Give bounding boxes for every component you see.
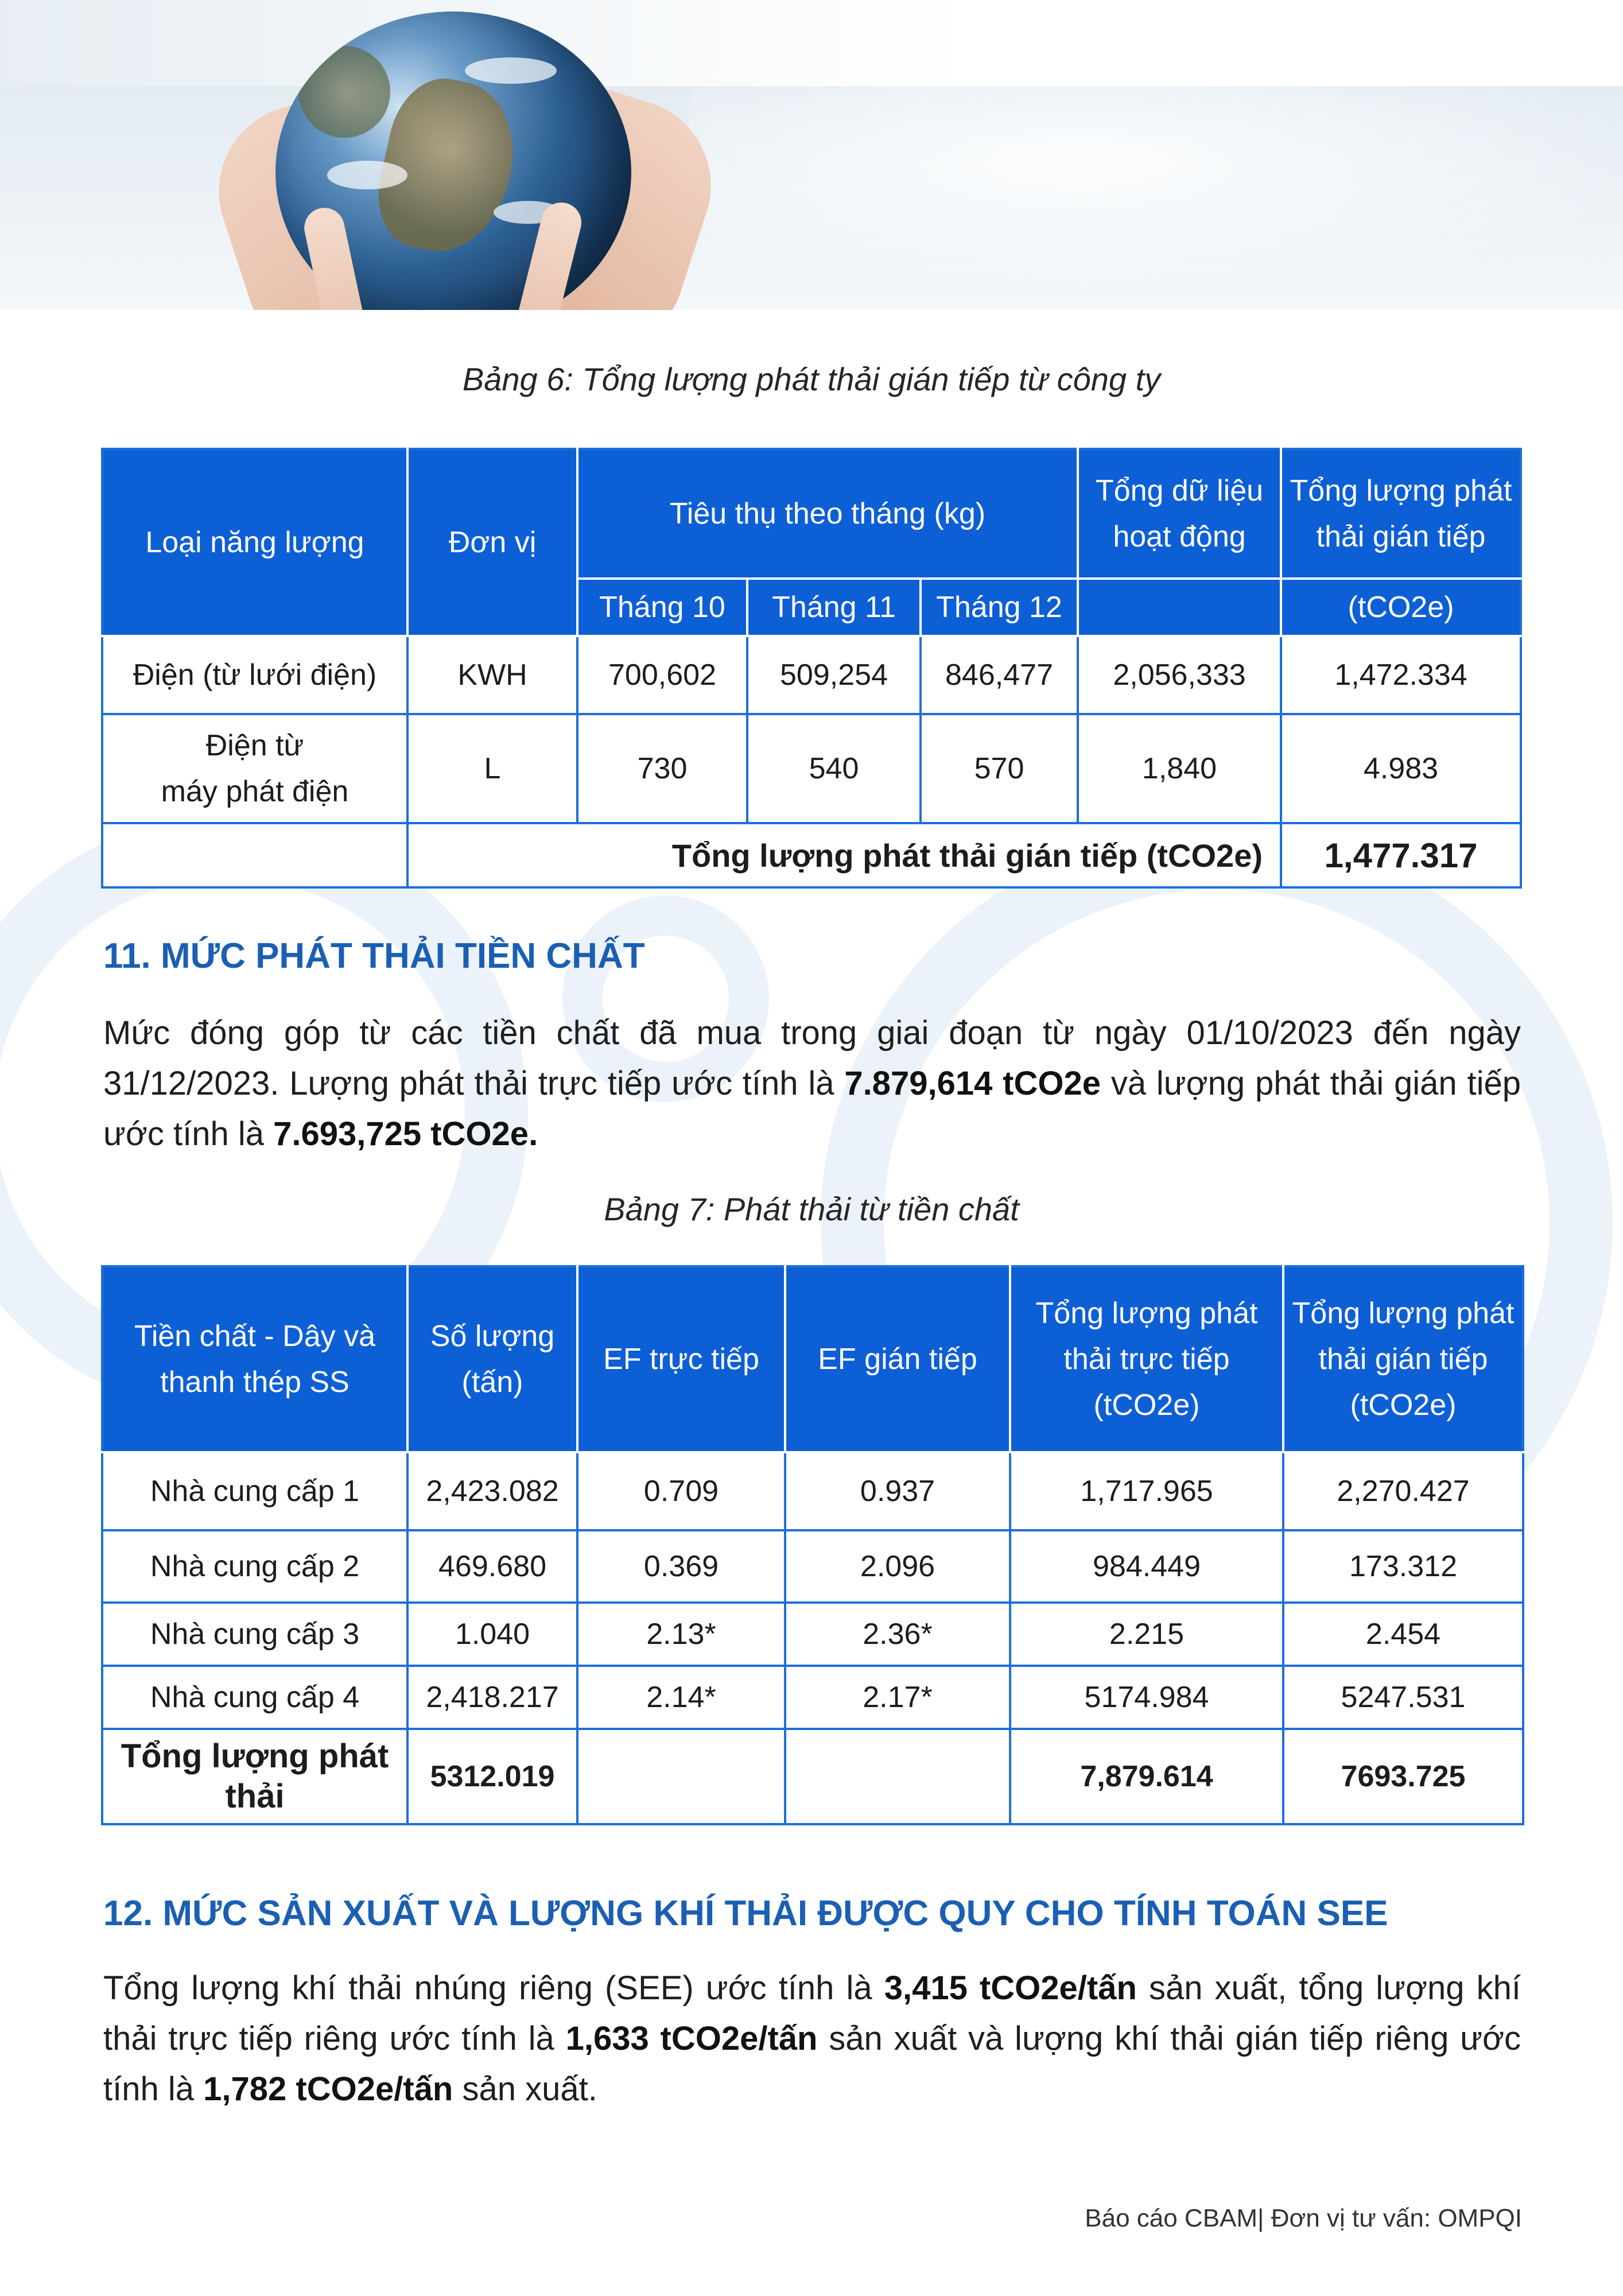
para-text: sản xuất. [453, 2070, 597, 2108]
cell-quantity: 2,423.082 [407, 1452, 577, 1530]
para-bold: 7.879,614 tCO2e [844, 1065, 1101, 1102]
cell-ef-indirect: 0.937 [785, 1452, 1010, 1530]
cell-total-direct: 1,717.965 [1010, 1452, 1283, 1530]
para-bold: 1,633 tCO2e/tấn [565, 2020, 818, 2057]
header-ef-direct: EF trực tiếp [577, 1266, 785, 1452]
cell-ef-indirect: 2.36* [785, 1603, 1010, 1666]
cell-total-indirect: 2.454 [1283, 1603, 1523, 1666]
table-total-row [102, 823, 1521, 887]
page-footer: Báo cáo CBAM| Đơn vị tư vấn: OMPQI [1085, 2204, 1522, 2232]
cell-unit: L [407, 714, 577, 823]
table-row [102, 1530, 1523, 1603]
total-indirect-label: Tổng lượng phát thải gián tiếp (tCO2e) [407, 823, 1281, 887]
energy-type-line1: Điện từ [205, 729, 304, 762]
cell-total-indirect: 1,472.334 [1281, 636, 1521, 714]
cell-month-10: 730 [577, 714, 747, 823]
cell-total-direct: 5174.984 [1010, 1666, 1283, 1729]
header-total-activity: Tổng dữ liệu hoạt động [1078, 449, 1281, 579]
cell-month-11: 540 [747, 714, 921, 823]
header-total-indirect [1283, 1266, 1523, 1452]
cell-total-indirect: 173.312 [1283, 1530, 1523, 1603]
header-total-indirect-label: Tổng lượng phát thải gián tiếp [1292, 1297, 1515, 1376]
table-row [102, 714, 1521, 823]
cell-ef-indirect: 2.17* [785, 1666, 1010, 1729]
globe-in-hands-illustration [207, 34, 700, 310]
table-row [102, 1666, 1523, 1729]
cell-month-12: 570 [921, 714, 1078, 823]
cell-empty [577, 1729, 785, 1824]
cell-total-indirect: 2,270.427 [1283, 1452, 1523, 1530]
cell-quantity: 1.040 [407, 1603, 577, 1666]
table7-caption: Bảng 7: Phát thải từ tiền chất [604, 1191, 1019, 1227]
cell-total-direct: 2.215 [1010, 1603, 1283, 1666]
cell-energy-type [102, 714, 407, 823]
total-label: Tổng lượng phát thải [102, 1729, 407, 1824]
cell-supplier: Nhà cung cấp 2 [102, 1530, 407, 1603]
header-banner-image [0, 0, 1623, 310]
table-row [102, 1452, 1523, 1530]
section-11-paragraph [103, 1008, 1521, 1159]
cell-month-10: 700,602 [577, 636, 747, 714]
cell-supplier: Nhà cung cấp 1 [102, 1452, 407, 1530]
table-total-row [102, 1729, 1523, 1824]
cell-total-indirect: 5247.531 [1283, 1666, 1523, 1729]
para-text: sản xuất và lượng khí thải gián tiếp riêng ước tính là [103, 2020, 1521, 2108]
header-monthly-consumption: Tiêu thụ theo tháng (kg) [577, 449, 1078, 579]
total-indirect: 7693.725 [1283, 1729, 1523, 1824]
cell-energy-type: Điện (từ lưới điện) [102, 636, 407, 714]
header-month-12: Tháng 12 [921, 579, 1078, 636]
cell-ef-indirect: 2.096 [785, 1530, 1010, 1603]
energy-type-line2: máy phát điện [161, 775, 349, 808]
cell-ef-direct: 2.14* [577, 1666, 785, 1729]
cell-ef-direct: 0.709 [577, 1452, 785, 1530]
cell-month-11: 509,254 [747, 636, 921, 714]
header-total-indirect: Tổng lượng phát thải gián tiếp [1281, 449, 1521, 579]
para-text: Mức đóng góp từ các tiền chất đã mua trong giai đoạn từ ngày 01/10/2023 đến ngày 31/12/2023. Lượng phát thải trực tiếp ước tính là [103, 1014, 1521, 1102]
cell-total-direct: 984.449 [1010, 1530, 1283, 1603]
cell-supplier: Nhà cung cấp 3 [102, 1603, 407, 1666]
para-bold: 3,415 tCO2e/tấn [884, 1969, 1137, 2007]
header-precursor: Tiền chất - Dây và thanh thép SS [102, 1266, 407, 1452]
header-energy-type: Loại năng lượng [102, 449, 407, 636]
para-text: và lượng phát thải gián tiếp ước tính là [103, 1065, 1521, 1153]
cell-supplier: Nhà cung cấp 4 [102, 1666, 407, 1729]
cell-total-activity: 1,840 [1078, 714, 1281, 823]
header-ef-indirect: EF gián tiếp [785, 1266, 1010, 1452]
cell-quantity: 469.680 [407, 1530, 577, 1603]
total-quantity: 5312.019 [407, 1729, 577, 1824]
header-total-direct [1010, 1266, 1283, 1452]
header-unit: Đơn vị [407, 449, 577, 636]
para-bold: 7.693,725 tCO2e. [273, 1115, 538, 1153]
cell-unit: KWH [407, 636, 577, 714]
cell-empty [102, 823, 407, 887]
cell-month-12: 846,477 [921, 636, 1078, 714]
header-month-10: Tháng 10 [577, 579, 747, 636]
header-month-11: Tháng 11 [747, 579, 921, 636]
cell-quantity: 2,418.217 [407, 1666, 577, 1729]
precursor-emissions-table [101, 1265, 1524, 1825]
table6-caption: Bảng 6: Tổng lượng phát thải gián tiếp từ công ty [462, 361, 1161, 397]
table-row [102, 636, 1521, 714]
section-11-heading: 11. MỨC PHÁT THẢI TIỀN CHẤT [103, 936, 645, 976]
para-text: Tổng lượng khí thải nhúng riêng (SEE) ước tính là [103, 1969, 884, 2007]
header-total-indirect-unit: (tCO2e) [1350, 1389, 1457, 1422]
total-direct: 7,879.614 [1010, 1729, 1283, 1824]
cell-empty [785, 1729, 1010, 1824]
para-bold: 1,782 tCO2e/tấn [203, 2070, 453, 2108]
header-total-indirect-unit: (tCO2e) [1281, 579, 1521, 636]
cell-ef-direct: 2.13* [577, 1603, 785, 1666]
total-indirect-value: 1,477.317 [1281, 823, 1521, 887]
section-12-paragraph [103, 1963, 1521, 2115]
cell-total-indirect: 4.983 [1281, 714, 1521, 823]
cell-ef-direct: 0.369 [577, 1530, 785, 1603]
cell-total-activity: 2,056,333 [1078, 636, 1281, 714]
section-12-heading: 12. MỨC SẢN XUẤT VÀ LƯỢNG KHÍ THẢI ĐƯỢC QUY CHO TÍNH TOÁN SEE [103, 1894, 1388, 1933]
table-row [102, 1603, 1523, 1666]
header-total-direct-unit: (tCO2e) [1093, 1389, 1200, 1422]
indirect-emissions-table [101, 448, 1522, 889]
header-total-direct-label: Tổng lượng phát thải trực tiếp [1035, 1297, 1258, 1376]
para-text: sản xuất, tổng lượng khí thải trực tiếp riêng ước tính là [103, 1969, 1521, 2057]
header-empty [1078, 579, 1281, 636]
header-quantity: Số lượng (tấn) [407, 1266, 577, 1452]
